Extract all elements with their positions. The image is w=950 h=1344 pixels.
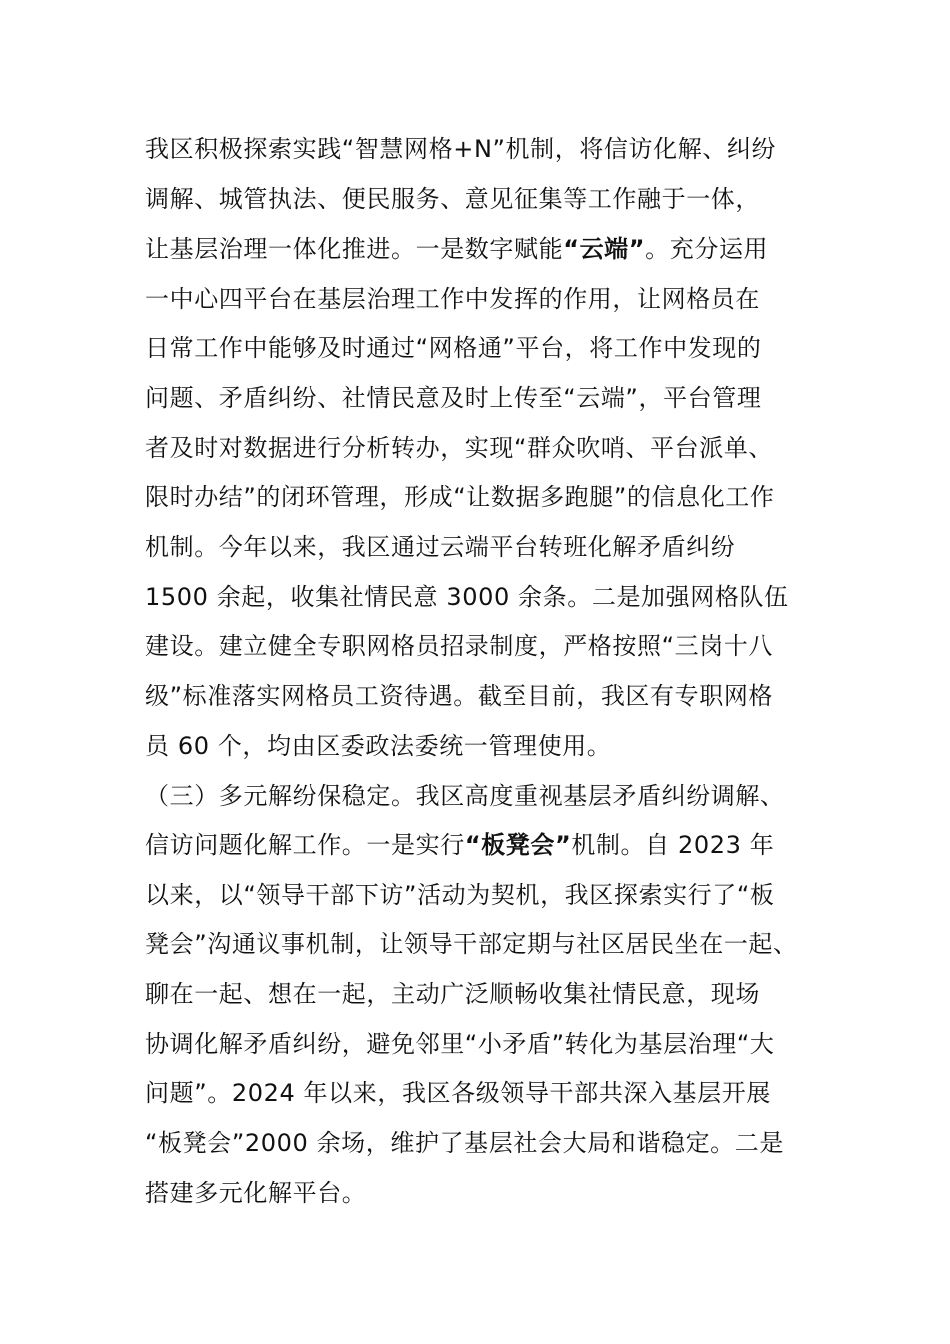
text-line: 我区积极探索实践“智慧网格+N”机制，将信访化解、纠纷 <box>145 135 777 163</box>
text-line: 问题”。2024 年以来，我区各级领导干部共深入基层开展 <box>145 1079 771 1107</box>
text-line: 聊在一起、想在一起，主动广泛顺畅收集社情民意，现场 <box>145 980 760 1008</box>
text-line: 问题、矛盾纠纷、社情民意及时上传至“云端”，平台管理 <box>145 384 762 412</box>
text-line: 建设。建立健全专职网格员招录制度，严格按照“三岗十八 <box>145 632 774 660</box>
text-line: 搭建多元化解平台。 <box>145 1179 367 1207</box>
text-line: 者及时对数据进行分析转办，实现“群众吹哨、平台派单、 <box>145 434 774 462</box>
section-heading-line: （三）多元解纷保稳定。我区高度重视基层矛盾纠纷调解、 <box>145 782 785 810</box>
text-line: 日常工作中能够及时通过“网格通”平台，将工作中发现的 <box>145 334 762 362</box>
text-line: 调解、城管执法、便民服务、意见征集等工作融于一体， <box>145 185 760 213</box>
text-line: 信访问题化解工作。一是实行“板凳会”机制。自 2023 年 <box>145 831 775 859</box>
bold-term: “板凳会” <box>464 831 572 859</box>
text-line: 让基层治理一体化推进。一是数字赋能“云端”。充分运用 <box>145 235 769 263</box>
text-line: 凳会”沟通议事机制，让领导干部定期与社区居民坐在一起、 <box>145 930 798 958</box>
bold-term: “云端” <box>563 235 646 263</box>
text-line: 1500 余起，收集社情民意 3000 余条。二是加强网格队伍 <box>145 583 789 611</box>
text-line: 机制。今年以来，我区通过云端平台转班化解矛盾纠纷 <box>145 533 736 561</box>
text-line: 协调化解矛盾纠纷，避免邻里“小矛盾”转化为基层治理“大 <box>145 1030 775 1058</box>
text-line: 一中心四平台在基层治理工作中发挥的作用，让网格员在 <box>145 285 760 313</box>
text-line: “板凳会”2000 余场，维护了基层社会大局和谐稳定。二是 <box>145 1129 784 1157</box>
text-line: 限时办结”的闭环管理，形成“让数据多跑腿”的信息化工作 <box>145 483 775 511</box>
text-line: 级”标准落实网格员工资待遇。截至目前，我区有专职网格 <box>145 682 774 710</box>
text-line: 员 60 个，均由区委政法委统一管理使用。 <box>145 732 612 760</box>
text-line: 以来，以“领导干部下访”活动为契机，我区探索实行了“板 <box>145 881 775 909</box>
